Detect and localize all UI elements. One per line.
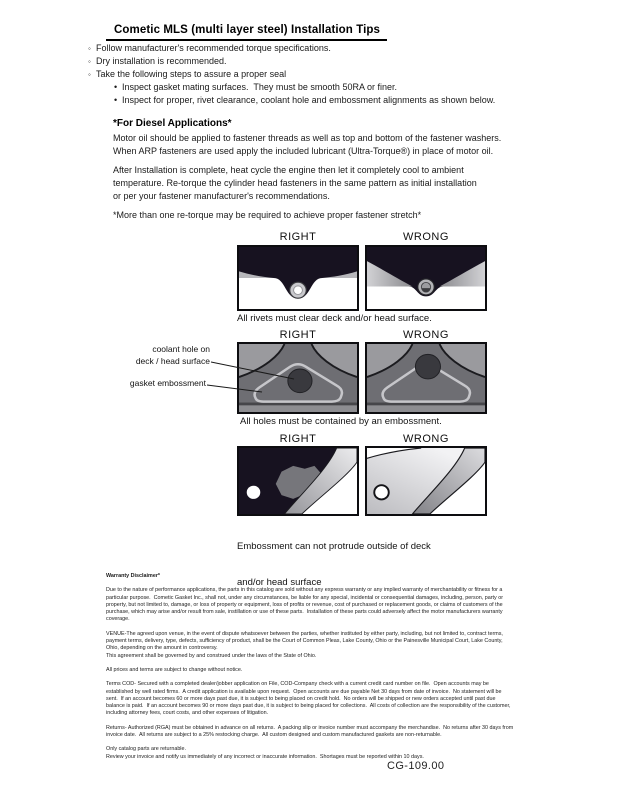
warranty-heading: Warranty Disclaimer* [106, 573, 161, 579]
caption-line: and/or head surface [237, 577, 322, 588]
tip-text: Follow manufacturer's recommended torque specifications. [96, 43, 331, 53]
warranty-paragraph: Only catalog parts are returnable. [106, 746, 187, 753]
warranty-disclaimer-section [106, 573, 514, 768]
rivet-touching-illustration [367, 247, 485, 309]
text-line: Motor oil should be applied to fastener threads as well as top and bottom of the fastener washers. [113, 133, 502, 143]
circle-bullet-icon [88, 55, 96, 68]
warranty-paragraph: This agreement shall be governed by and construed under the laws of the State of Ohio. [106, 652, 317, 659]
hole-contained-illustration [239, 344, 357, 412]
figure-rivet-right [237, 245, 359, 311]
figure-hole-right [237, 342, 359, 414]
rivet-clear-illustration [239, 247, 357, 309]
figure-embossment-wrong [365, 446, 487, 516]
warranty-paragraph: Terms COD- Secured with a completed dealer/jobber application on File, COD-Company check with a current credit card number on file. Open accounts may be established by well rated firms. A credit application is available upon request. Open accounts are due payable Net 30 days from date of invoice. No statement will be sent. If an account becomes 60 or more days past due, it is subject to being placed on credit hold. No orders will be shipped or new orders accepted until past due balance is paid. If an account becomes 90 or more days past due, it is subject to being placed for collections. All costs of collection are the responsibility of the customer, including attorney fees, court costs, and other expenses of litigation. [106, 681, 513, 717]
coolant-hole-annotation [116, 344, 210, 367]
tip-text: Take the following steps to assure a proper seal [96, 69, 287, 79]
page-number: CG-109.00 [387, 760, 445, 772]
dot-bullet-icon [114, 81, 122, 94]
caption-line: Embossment can not protrude outside of deck [237, 541, 431, 552]
text-line: When ARP fasteners are used apply the included lubricant (Ultra-Torque®) in place of motor oil. [113, 146, 494, 156]
list-item [88, 94, 495, 107]
warranty-paragraph: All prices and terms are subject to change without notice. [106, 666, 243, 673]
installation-tips-list [88, 42, 495, 107]
right-label-row2: RIGHT [279, 329, 317, 341]
embossment-contained-illustration [239, 448, 357, 514]
text-line: After Installation is complete, heat cycle the engine then let it completely cool to ambient [113, 165, 464, 175]
annotation-line: coolant hole on [152, 344, 210, 354]
page-title: Cometic MLS (multi layer steel) Installation Tips [106, 24, 387, 41]
wrong-label-row3: WRONG [403, 433, 449, 445]
annotation-line: deck / head surface [135, 355, 210, 366]
tip-text: Inspect for proper, rivet clearance, coolant hole and embossment alignments as shown below. [122, 95, 496, 105]
right-label-row3: RIGHT [279, 433, 317, 445]
dot-bullet-icon [114, 94, 122, 107]
gasket-embossment-annotation: gasket embossment [129, 378, 206, 388]
diesel-section-heading: *For Diesel Applications* [113, 118, 232, 129]
diesel-paragraph-2 [113, 164, 477, 203]
circle-bullet-icon [88, 42, 96, 55]
list-item [88, 81, 495, 94]
warranty-paragraph: Due to the nature of performance applications, the parts in this catalog are sold without any express warranty or any implied warranty of merchantability or fitness for a particular purpose. Cometic Gasket Inc., shall not, under any circumstances, be liable for any special, incidental or consequential damages, including, person, party or property, but not limited to, damage, or loss of property or equipment, loss of profits or revenue, cost of purchased or replacement goods, or claims of customers of the purchase, which may arise and/or result from sale, instillation or use of these parts. Installation of these parts could adversely affect the motor manufacturers warranty coverage. [106, 587, 505, 623]
text-line: or per your fastener manufacturer's recommendations. [113, 191, 330, 201]
list-item [88, 42, 495, 55]
figure-embossment-right [237, 446, 359, 516]
warranty-paragraph: VENUE-The agreed upon venue, in the event of dispute whatsoever between the parties, whether instituted by either party, including, but not limited to, contract terms, payment terms, delivery, type, defects, sufficiency of product, shall be the Court of Common Pleas, Lake County, Ohio or the Painesville Municipal Court, Lake County, Ohio, depending on the amount in controversy. [106, 630, 505, 652]
figure-rivet-wrong [365, 245, 487, 311]
hole-outside-illustration [367, 344, 485, 412]
figure-caption-row1: All rivets must clear deck and/or head surface. [237, 313, 432, 324]
diesel-paragraph-1 [113, 132, 501, 158]
circle-bullet-icon [88, 68, 96, 81]
warranty-paragraph: Returns- Authorized (RGA) must be obtained in advance on all returns. A packing slip or invoice number must accompany the merchandise. No returns after 30 days from invoice date. All returns are subject to a 25% restocking charge. All custom designed and custom manufactured gaskets are non-returnable. [106, 724, 515, 739]
embossment-protruding-illustration [367, 448, 485, 514]
retorque-note: *More than one re-torque may be required to achieve proper fastener stretch* [113, 210, 422, 220]
list-item [88, 68, 495, 81]
warranty-paragraph: Review your invoice and notify us immediately of any incorrect or inaccurate information. Shortages must be reported within 10 days. [106, 753, 424, 760]
right-label-row1: RIGHT [279, 231, 317, 243]
figure-caption-row2: All holes must be contained by an embossment. [240, 416, 442, 427]
wrong-label-row1: WRONG [403, 231, 449, 243]
tip-text: Dry installation is recommended. [96, 56, 227, 66]
list-item [88, 55, 495, 68]
wrong-label-row2: WRONG [403, 329, 449, 341]
text-line: temperature. Re-torque the cylinder head fasteners in the same pattern as initial installation [113, 178, 477, 188]
tip-text: Inspect gasket mating surfaces. They must be smooth 50RA or finer. [122, 82, 397, 92]
figure-hole-wrong [365, 342, 487, 414]
